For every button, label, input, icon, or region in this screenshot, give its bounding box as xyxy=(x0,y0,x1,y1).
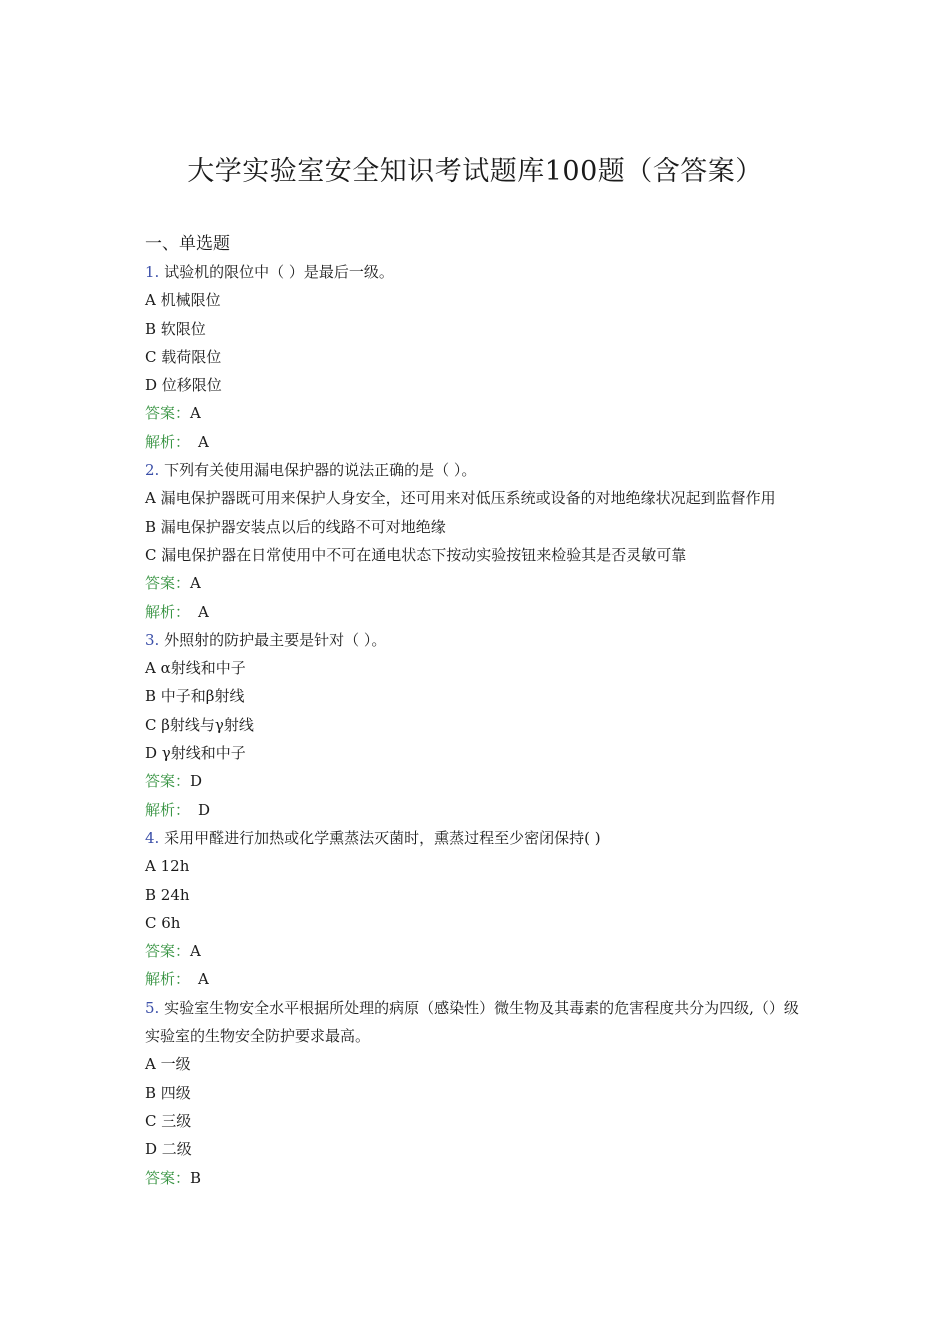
option: B 中子和β射线 xyxy=(145,687,245,706)
question-stem: 4. 采用甲醛进行加热或化学熏蒸法灭菌时，熏蒸过程至少密闭保持( ) xyxy=(145,828,601,847)
option: C 漏电保护器在日常使用中不可在通电状态下按动实验按钮来检验其是否灵敏可靠 xyxy=(145,545,687,564)
option: D 二级 xyxy=(145,1140,192,1159)
question-number: 3 xyxy=(145,630,155,649)
analysis-label: 解析： xyxy=(145,432,191,451)
option: A 12h xyxy=(145,857,190,876)
option: A 机械限位 xyxy=(145,291,221,310)
question-number: 1 xyxy=(145,263,155,281)
question-list xyxy=(145,230,810,1192)
question-text: 实验室生物安全水平根据所处理的病原（感染性）微生物及其毒素的危害程度共分为四级,（）级实验室的生物安全防护要求最高。 xyxy=(145,998,799,1046)
option: D 位移限位 xyxy=(145,376,222,395)
analysis-label: 解析： xyxy=(145,800,191,819)
answer-line xyxy=(145,399,810,427)
question-text: 采用甲醛进行加热或化学熏蒸法灭菌时，熏蒸过程至少密闭保持( ) xyxy=(164,828,601,847)
question-item xyxy=(145,258,810,456)
option: B 软限位 xyxy=(145,319,206,338)
analysis-line xyxy=(145,428,810,456)
analysis-value: A xyxy=(198,602,209,621)
answer-line xyxy=(145,569,810,597)
question-stem: 2. 下列有关使用漏电保护器的说法正确的是（ ）。 xyxy=(145,461,477,480)
question-item xyxy=(145,824,810,994)
section-heading: 一、单选题 xyxy=(145,234,230,254)
answer-label: 答案： xyxy=(145,404,191,423)
analysis-value: A xyxy=(198,970,209,989)
answer-label: 答案： xyxy=(145,1168,191,1187)
question-number: 4 xyxy=(145,828,155,847)
answer-value: A xyxy=(190,404,201,423)
option: C β射线与γ射线 xyxy=(145,715,254,734)
question-item xyxy=(145,626,810,824)
option: C 6h xyxy=(145,913,181,932)
answer-label: 答案： xyxy=(145,574,191,593)
option: B 24h xyxy=(145,885,190,904)
question-text: 外照射的防护最主要是针对（ ）。 xyxy=(164,630,387,649)
answer-label: 答案： xyxy=(145,772,191,791)
answer-value: B xyxy=(190,1168,202,1187)
option: C 载荷限位 xyxy=(145,347,222,366)
option: B 漏电保护器安装点以后的线路不可对地绝缘 xyxy=(145,517,446,536)
question-item xyxy=(145,456,810,626)
option: C 三级 xyxy=(145,1111,192,1130)
option: D γ射线和中子 xyxy=(145,744,246,763)
answer-value: A xyxy=(190,942,201,961)
question-number: 5 xyxy=(145,998,155,1017)
analysis-label: 解析： xyxy=(145,970,191,989)
answer-value: A xyxy=(190,574,201,593)
answer-line xyxy=(145,937,810,965)
answer-line xyxy=(145,767,810,795)
analysis-value: D xyxy=(198,800,211,819)
option: A 一级 xyxy=(145,1055,191,1074)
question-stem: 1. 试验机的限位中（ ）是最后一级。 xyxy=(145,263,394,281)
analysis-label: 解析： xyxy=(145,602,191,621)
answer-label: 答案： xyxy=(145,942,191,961)
question-stem: 3. 外照射的防护最主要是针对（ ）。 xyxy=(145,630,387,649)
analysis-line xyxy=(145,598,810,626)
question-item xyxy=(145,994,810,1192)
answer-value: D xyxy=(190,772,203,791)
question-number: 2 xyxy=(145,461,155,480)
analysis-line xyxy=(145,965,810,993)
analysis-value: A xyxy=(198,432,209,451)
option: A 漏电保护器既可用来保护人身安全，还可用来对低压系统或设备的对地绝缘状况起到监督作用 xyxy=(145,489,776,508)
option: B 四级 xyxy=(145,1083,191,1102)
question-stem: 5. 实验室生物安全水平根据所处理的病原（感染性）微生物及其毒素的危害程度共分为四级,（）级实验室的生物安全防护要求最高。 xyxy=(145,998,799,1046)
question-text: 试验机的限位中（ ）是最后一级。 xyxy=(164,263,394,281)
answer-line xyxy=(145,1164,810,1192)
question-text: 下列有关使用漏电保护器的说法正确的是（ ）。 xyxy=(164,461,477,480)
option: A α射线和中子 xyxy=(145,659,246,678)
analysis-line xyxy=(145,796,810,824)
document-title: 大学实验室安全知识考试题库100题（含答案） xyxy=(187,156,763,187)
